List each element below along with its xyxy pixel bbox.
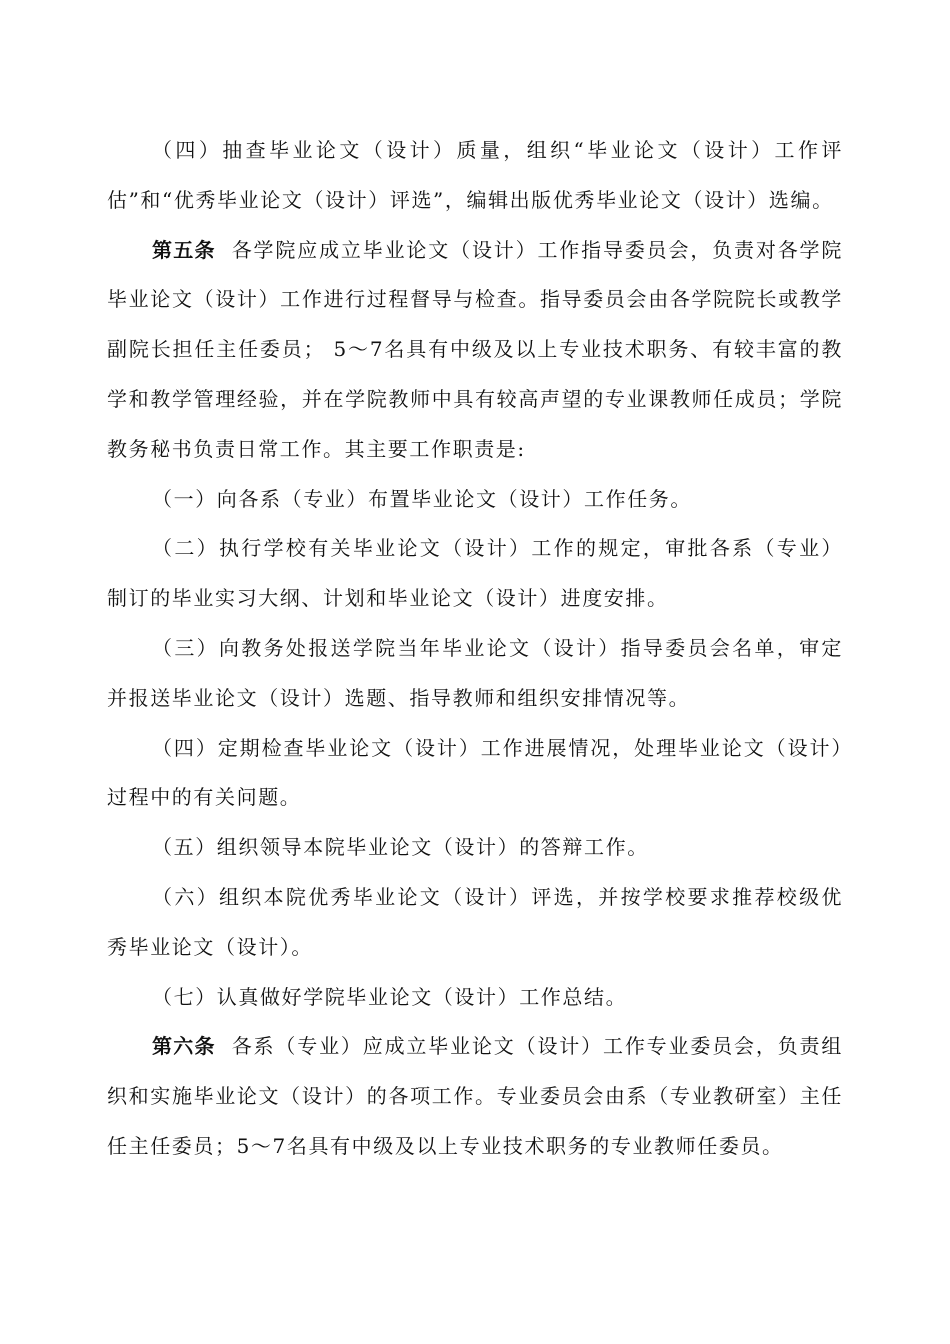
paragraph-text: （四）定期检查毕业论文（设计）工作进展情况，处理毕业论文（设计）过程中的有关问题。 xyxy=(107,735,843,810)
paragraph-text: 各学院应成立毕业论文（设计）工作指导委员会，负责对各学院毕业论文（设计）工作进行过程督导与检查。指导委员会由各学院院长或教学副院长担任主任委员； 5～7名具有中级及以上专业技术职务、有较丰富的教学和教学管理经验，并在学院教师中具有较高声望的专业课教师任成员；学院教务秘书负责日常工作。其主要工作职责是: xyxy=(107,237,843,461)
paragraph-item-1 xyxy=(107,475,843,525)
paragraph-text: （三）向教务处报送学院当年毕业论文（设计）指导委员会名单，审定并报送毕业论文（设计）选题、指导教师和组织安排情况等。 xyxy=(107,635,843,710)
article-number: 第六条 xyxy=(152,1034,216,1059)
paragraph-item-7 xyxy=(107,973,843,1023)
paragraph-text: （一）向各系（专业）布置毕业论文（设计）工作任务。 xyxy=(152,486,692,511)
article-number: 第五条 xyxy=(152,237,216,262)
paragraph-text: （六）组织本院优秀毕业论文（设计）评选，并按学校要求推荐校级优秀毕业论文（设计）。 xyxy=(107,884,843,959)
paragraph-text: 各系（专业）应成立毕业论文（设计）工作专业委员会，负责组织和实施毕业论文（设计）的各项工作。专业委员会由系（专业教研室）主任任主任委员；5～7名具有中级及以上专业技术职务的专业教师任委员。 xyxy=(107,1034,843,1158)
paragraph-text: （四）抽查毕业论文（设计）质量，组织“毕业论文（设计）工作评估”和“优秀毕业论文（设计）评选”，编辑出版优秀毕业论文（设计）选编。 xyxy=(107,138,843,212)
paragraph-4-sampling xyxy=(107,126,843,226)
paragraph-item-4 xyxy=(107,724,843,824)
paragraph-item-6 xyxy=(107,873,843,973)
paragraph-text: （五）组织领导本院毕业论文（设计）的答辩工作。 xyxy=(152,835,649,860)
paragraph-text: （二）执行学校有关毕业论文（设计）工作的规定，审批各系（专业）制订的毕业实习大纲、计划和毕业论文（设计）进度安排。 xyxy=(107,536,843,611)
paragraph-item-5 xyxy=(107,823,843,873)
paragraph-item-3 xyxy=(107,624,843,724)
paragraph-article-6 xyxy=(107,1022,843,1171)
document-body xyxy=(107,126,843,1172)
paragraph-item-2 xyxy=(107,524,843,624)
paragraph-article-5 xyxy=(107,226,843,475)
paragraph-text: （七）认真做好学院毕业论文（设计）工作总结。 xyxy=(152,984,628,1009)
